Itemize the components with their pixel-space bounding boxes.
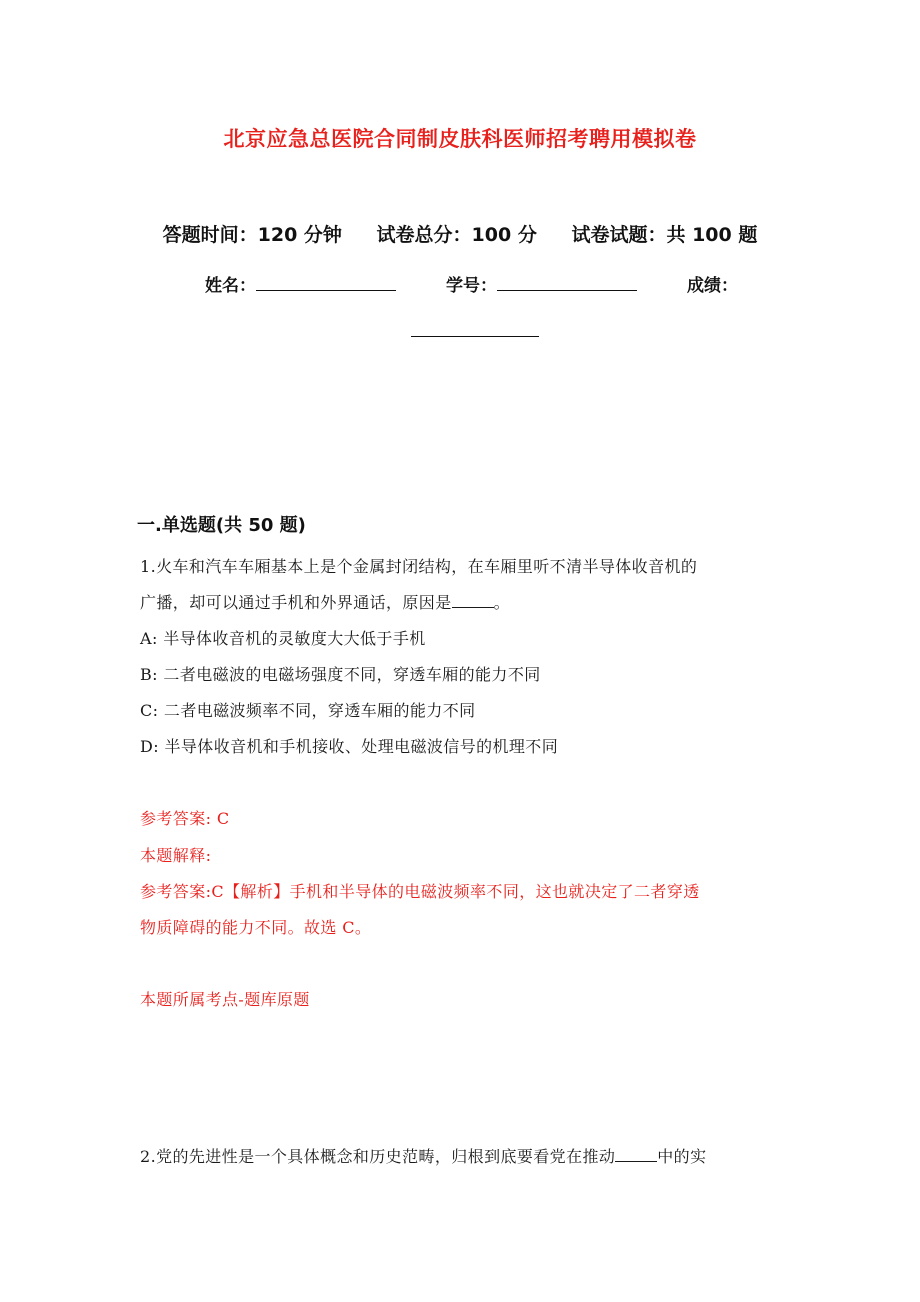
question-count-label: 试卷试题：共 100 题	[571, 224, 758, 246]
option-a[interactable]: A: 半导体收音机的灵敏度大大低于手机	[140, 629, 426, 648]
score-blank[interactable]	[411, 336, 539, 337]
id-label: 学号：	[446, 276, 497, 296]
question-2-continued: 中的实	[657, 1147, 707, 1166]
time-label: 答题时间：120 分钟	[162, 224, 342, 246]
question-1-text: 广播，却可以通过手机和外界通话，原因是	[140, 593, 452, 612]
score-field[interactable]	[687, 271, 738, 296]
reference-answer: 参考答案: C	[140, 809, 230, 828]
question-1-line-1: 1.火车和汽车车厢基本上是个金属封闭结构，在车厢里听不清半导体收音机的	[140, 557, 698, 576]
name-field[interactable]	[205, 271, 396, 296]
question-source: 本题所属考点-题库原题	[140, 990, 310, 1009]
name-blank[interactable]	[256, 276, 396, 291]
answer-blank	[615, 1149, 657, 1162]
question-2-line-1	[140, 1144, 706, 1167]
explanation-line-2: 物质障碍的能力不同。故选 C。	[140, 918, 372, 937]
exam-meta	[0, 220, 920, 247]
total-score-label: 试卷总分：100 分	[376, 224, 537, 246]
answer-blank	[452, 595, 494, 608]
question-1-end: 。	[493, 593, 511, 612]
option-d[interactable]: D: 半导体收音机和手机接收、处理电磁波信号的机理不同	[140, 737, 559, 756]
id-field[interactable]	[446, 271, 637, 296]
score-label: 成绩：	[687, 276, 738, 296]
option-b[interactable]: B: 二者电磁波的电磁场强度不同，穿透车厢的能力不同	[140, 665, 541, 684]
id-blank[interactable]	[497, 276, 637, 291]
question-2-text: 2.党的先进性是一个具体概念和历史范畴，归根到底要看党在推动	[140, 1147, 616, 1166]
explanation-line-1: 参考答案:C【解析】手机和半导体的电磁波频率不同，这也就决定了二者穿透	[140, 882, 700, 901]
section-heading: 一.单选题(共 50 题)	[137, 515, 306, 536]
explanation-label: 本题解释:	[140, 846, 212, 865]
page-title: 北京应急总医院合同制皮肤科医师招考聘用模拟卷	[223, 127, 697, 151]
question-1-line-2	[140, 590, 510, 613]
name-label: 姓名：	[205, 276, 256, 296]
option-c[interactable]: C: 二者电磁波频率不同，穿透车厢的能力不同	[140, 701, 476, 720]
